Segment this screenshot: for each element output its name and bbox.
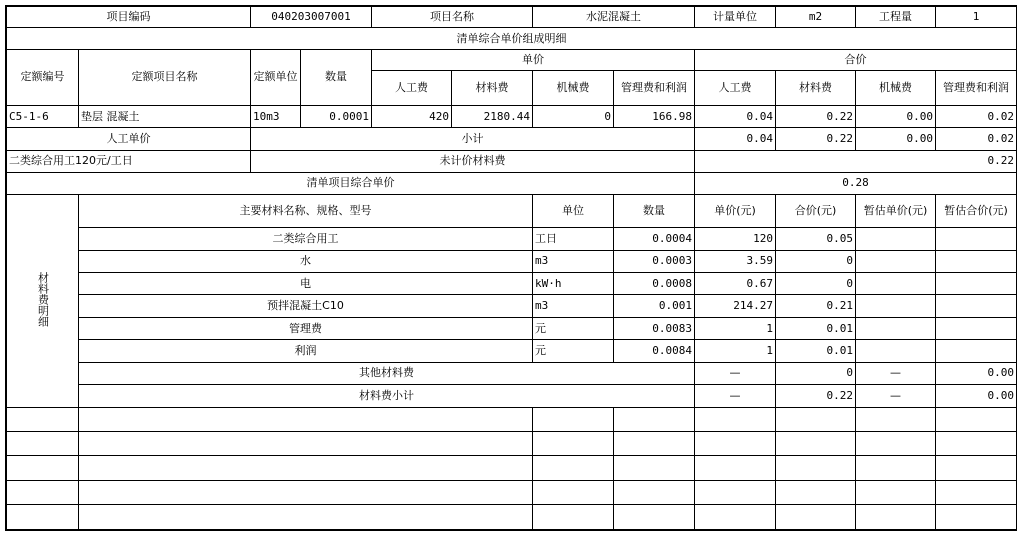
material-unit-header: 单位 — [533, 194, 614, 228]
quota-mgmt-price: 166.98 — [614, 105, 695, 127]
quota-name: 垫层 混凝土 — [79, 105, 251, 127]
quota-labor-total: 0.04 — [695, 105, 776, 127]
material-est-price — [856, 228, 936, 250]
material-quantity: 0.001 — [614, 295, 695, 317]
quota-labor-price: 420 — [372, 105, 452, 127]
empty-row — [7, 480, 1017, 504]
other-material-label: 其他材料费 — [79, 362, 695, 384]
material-name: 利润 — [79, 340, 533, 362]
material-row — [7, 250, 1017, 272]
material-total: 0.01 — [776, 340, 856, 362]
material-est-total-header: 暂估合价(元) — [936, 194, 1017, 228]
unit-machine-header: 机械费 — [533, 71, 614, 106]
empty-row — [7, 407, 1017, 431]
unit-mgmt-header: 管理费和利润 — [614, 71, 695, 106]
material-name: 二类综合用工 — [79, 228, 533, 250]
quota-code-header: 定额编号 — [7, 49, 79, 105]
quota-material-price: 2180.44 — [452, 105, 533, 127]
material-est-total — [936, 228, 1017, 250]
quota-machine-price: 0 — [533, 105, 614, 127]
material-subtotal-total: 0.22 — [776, 385, 856, 407]
material-quantity: 0.0083 — [614, 317, 695, 339]
quota-unit-header: 定额单位 — [251, 49, 301, 105]
material-name: 预拌混凝土C10 — [79, 295, 533, 317]
material-est-total — [936, 317, 1017, 339]
material-total: 0 — [776, 250, 856, 272]
project-name-label: 项目名称 — [372, 7, 533, 28]
total-header: 合价 — [695, 49, 1017, 70]
other-material-est-total: 0.00 — [936, 362, 1017, 384]
unpriced-material-value: 0.22 — [695, 150, 1017, 172]
material-unit: m3 — [533, 295, 614, 317]
material-row — [7, 317, 1017, 339]
material-subtotal-est-total: 0.00 — [936, 385, 1017, 407]
material-price: 120 — [695, 228, 776, 250]
subtotal-label: 小计 — [251, 128, 695, 150]
material-subtotal-price: — — [695, 385, 776, 407]
quota-machine-total: 0.00 — [856, 105, 936, 127]
material-est-total — [936, 273, 1017, 295]
project-code-label: 项目编码 — [7, 7, 251, 28]
material-quantity: 0.0084 — [614, 340, 695, 362]
labor-rate-value: 二类综合用工120元/工日 — [7, 150, 251, 172]
project-name-value: 水泥混凝土 — [533, 7, 695, 28]
material-price: 1 — [695, 317, 776, 339]
total-labor-header: 人工费 — [695, 71, 776, 106]
quota-code: C5-1-6 — [7, 105, 79, 127]
section-title: 清单综合单价组成明细 — [7, 28, 1017, 49]
material-est-price — [856, 273, 936, 295]
quota-name-header: 定额项目名称 — [79, 49, 251, 105]
other-material-price: — — [695, 362, 776, 384]
material-total: 0.05 — [776, 228, 856, 250]
total-mgmt-header: 管理费和利润 — [936, 71, 1017, 106]
material-est-total — [936, 295, 1017, 317]
material-total: 0 — [776, 273, 856, 295]
material-quantity-header: 数量 — [614, 194, 695, 228]
material-name: 管理费 — [79, 317, 533, 339]
material-unit-price-header: 单价(元) — [695, 194, 776, 228]
material-row — [7, 340, 1017, 362]
material-detail-side-label — [7, 194, 79, 407]
material-quantity: 0.0008 — [614, 273, 695, 295]
quantity-header: 数量 — [301, 49, 372, 105]
empty-row — [7, 432, 1017, 456]
quota-mgmt-total: 0.02 — [936, 105, 1017, 127]
material-unit: 元 — [533, 340, 614, 362]
material-name-header: 主要材料名称、规格、型号 — [79, 194, 533, 228]
material-unit: m3 — [533, 250, 614, 272]
material-est-total — [936, 340, 1017, 362]
material-price: 3.59 — [695, 250, 776, 272]
unit-labor-header: 人工费 — [372, 71, 452, 106]
unit-material-header: 材料费 — [452, 71, 533, 106]
labor-rate-label: 人工单价 — [7, 128, 251, 150]
subtotal-machine: 0.00 — [856, 128, 936, 150]
other-material-total: 0 — [776, 362, 856, 384]
material-est-unit-price-header: 暂估单价(元) — [856, 194, 936, 228]
total-machine-header: 机械费 — [856, 71, 936, 106]
material-est-price — [856, 250, 936, 272]
material-total: 0.01 — [776, 317, 856, 339]
material-name: 电 — [79, 273, 533, 295]
material-row — [7, 273, 1017, 295]
material-subtotal-est-price: — — [856, 385, 936, 407]
total-material-header: 材料费 — [776, 71, 856, 106]
material-detail-vertical-text: 材料费明细 — [36, 271, 50, 327]
quota-material-total: 0.22 — [776, 105, 856, 127]
empty-row — [7, 456, 1017, 480]
material-unit: 工日 — [533, 228, 614, 250]
material-est-price — [856, 317, 936, 339]
quantity-label: 工程量 — [856, 7, 936, 28]
subtotal-mgmt: 0.02 — [936, 128, 1017, 150]
material-quantity: 0.0004 — [614, 228, 695, 250]
unpriced-material-label: 未计价材料费 — [251, 150, 695, 172]
material-quantity: 0.0003 — [614, 250, 695, 272]
material-price: 1 — [695, 340, 776, 362]
material-price: 214.27 — [695, 295, 776, 317]
material-est-total — [936, 250, 1017, 272]
material-unit: 元 — [533, 317, 614, 339]
composite-price-label: 清单项目综合单价 — [7, 173, 695, 194]
material-est-price — [856, 295, 936, 317]
material-est-price — [856, 340, 936, 362]
empty-row — [7, 505, 1017, 530]
other-material-est-price: — — [856, 362, 936, 384]
material-row — [7, 295, 1017, 317]
quantity-value: 1 — [936, 7, 1017, 28]
subtotal-material: 0.22 — [776, 128, 856, 150]
unit-price-header: 单价 — [372, 49, 695, 70]
material-total: 0.21 — [776, 295, 856, 317]
quota-unit: 10m3 — [251, 105, 301, 127]
unit-price-analysis-table — [6, 6, 1017, 530]
project-code-value: 040203007001 — [251, 7, 372, 28]
material-unit: kW·h — [533, 273, 614, 295]
measure-unit-value: m2 — [776, 7, 856, 28]
measure-unit-label: 计量单位 — [695, 7, 776, 28]
material-subtotal-label: 材料费小计 — [79, 385, 695, 407]
quota-quantity: 0.0001 — [301, 105, 372, 127]
subtotal-labor: 0.04 — [695, 128, 776, 150]
material-price: 0.67 — [695, 273, 776, 295]
material-total-header: 合价(元) — [776, 194, 856, 228]
material-row — [7, 228, 1017, 250]
composite-price-value: 0.28 — [695, 173, 1017, 194]
material-name: 水 — [79, 250, 533, 272]
